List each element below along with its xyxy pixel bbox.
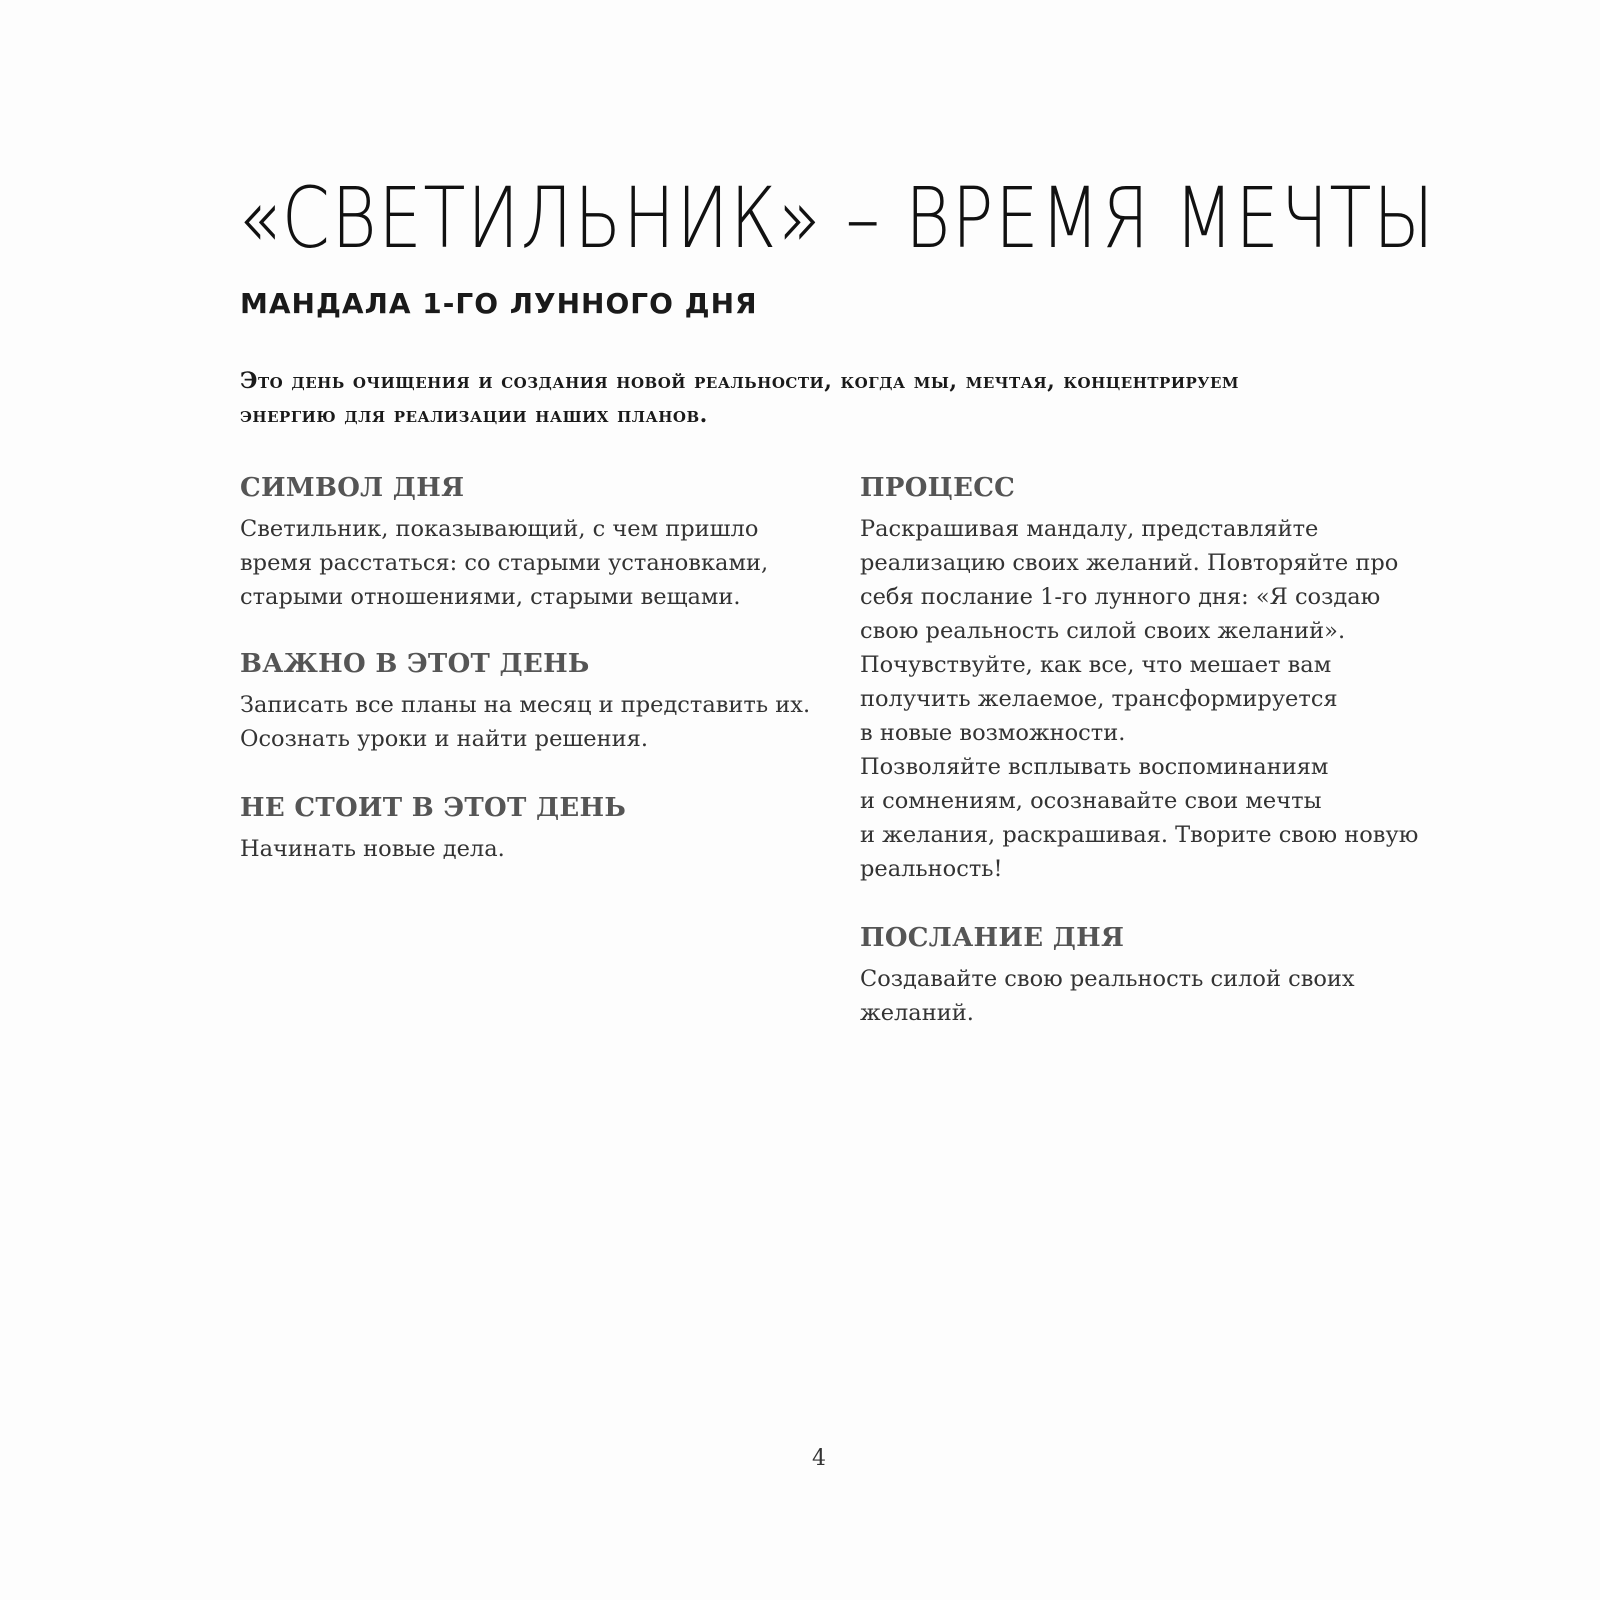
section-body: Раскрашивая мандалу, представляйте реализацию своих желаний. Повторяйте про себя послание 1-го лунного дня: «Я создаю свою реальность силой своих желаний». Почувствуйте, как все, что мешает вам получить желаемое, трансформируется в новые возможности. Позволяйте всплывать воспоминаниям и сомнениям, осознавайте свои мечты и желания, раскрашивая. Творите свою новую реальность!	[860, 516, 1419, 882]
page-number: 4	[812, 1446, 826, 1471]
section-heading: ПРОЦЕСС	[860, 473, 1016, 503]
section-symbol-of-day	[240, 470, 820, 614]
section-heading: ПОСЛАНИЕ ДНЯ	[860, 923, 1125, 953]
section-heading: ВАЖНО В ЭТОТ ДЕНЬ	[240, 649, 590, 679]
right-column	[860, 470, 1460, 1030]
section-important-today	[240, 646, 820, 756]
section-process	[860, 470, 1460, 886]
section-body: Записать все планы на месяц и представить их. Осознать уроки и найти решения.	[240, 692, 811, 752]
page-title: «СВЕТИЛЬНИК» – ВРЕМЯ МЕЧТЫ	[238, 169, 1436, 267]
section-message-of-day	[860, 920, 1460, 1030]
section-heading: СИМВОЛ ДНЯ	[240, 473, 465, 503]
left-column	[240, 470, 820, 866]
section-body: Светильник, показывающий, с чем пришло время расстаться: со старыми установками, старыми отношениями, старыми вещами.	[240, 516, 769, 610]
section-body: Начинать новые дела.	[240, 836, 505, 862]
section-heading: НЕ СТОИТ В ЭТОТ ДЕНЬ	[240, 793, 627, 823]
section-avoid-today	[240, 790, 820, 866]
section-body: Создавайте свою реальность силой своих желаний.	[860, 966, 1355, 1026]
intro-paragraph: Это день очищения и создания новой реальности, когда мы, мечтая, концентрируем энергию для реализации наших планов.	[240, 368, 1239, 428]
page-subtitle: МАНДАЛА 1-ГО ЛУННОГО ДНЯ	[240, 287, 758, 320]
